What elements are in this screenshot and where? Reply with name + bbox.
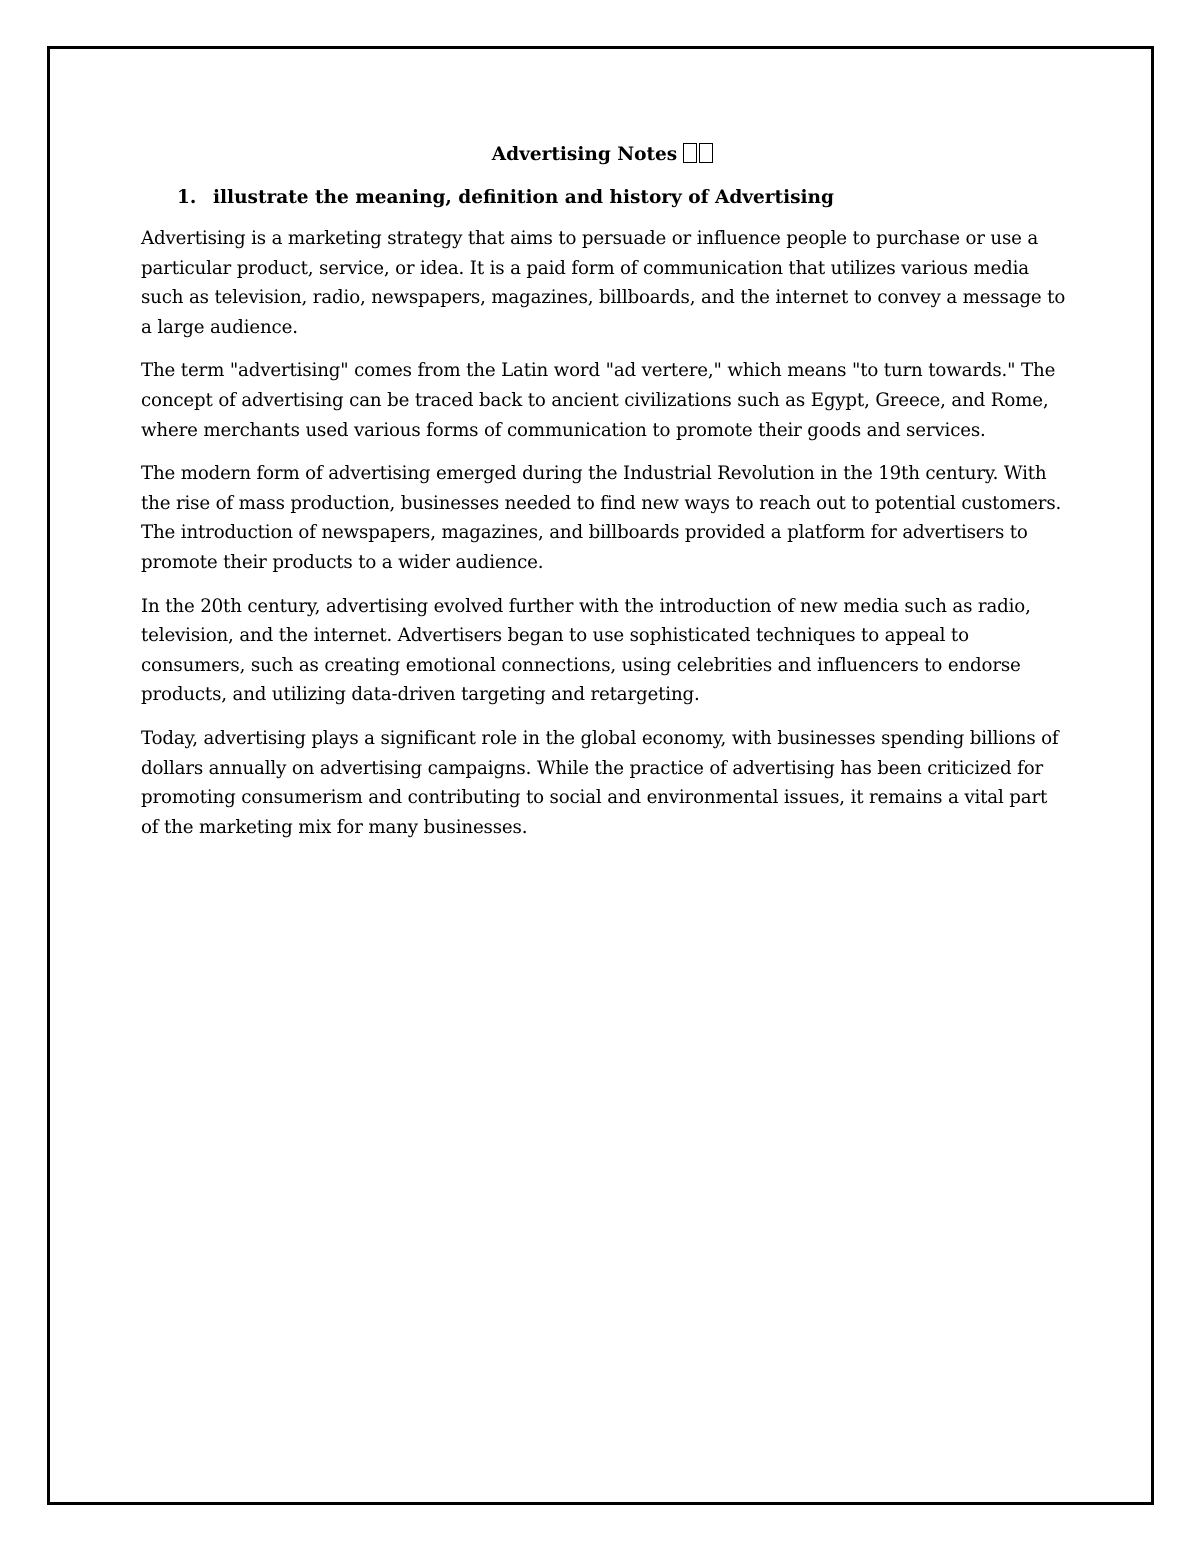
section-heading-text: illustrate the meaning, definition and history of Advertising: [213, 187, 834, 208]
paragraph-today: Today, advertising plays a significant role in the global economy, with businesses spending billions of dollars annually on advertising campaigns. While the practice of advertising has been criticized for promoting consumerism and contributing to social and environmental issues, it remains a vital part of the marketing mix for many businesses.: [141, 727, 1059, 838]
section-heading: [141, 184, 1066, 212]
paragraph-etymology: The term "advertising" comes from the Latin word "ad vertere," which means "to turn towards." The concept of advertising can be traced back to ancient civilizations such as Egypt, Greece, and Rome, where merchants used various forms of communication to promote their goods and services.: [141, 360, 1056, 441]
missing-glyph-icon: [683, 140, 715, 170]
document-title-text: Advertising Notes: [491, 144, 678, 165]
paragraph-20th-century: In the 20th century, advertising evolved further with the introduction of new media such as radio, television, and the internet. Advertisers began to use sophisticated techniques to appeal to consumers, such as creating emotional connections, using celebrities and influencers to endorse products, and utilizing data-driven targeting and retargeting.: [141, 595, 1031, 706]
paragraph-meaning: Advertising is a marketing strategy that aims to persuade or influence people to purchase or use a particular product, service, or idea. It is a paid form of communication that utilizes various media such as television, radio, newspapers, magazines, billboards, and the internet to convey a message to a large audience.: [141, 228, 1066, 338]
section-number: 1.: [177, 187, 197, 208]
paragraph-modern-form: The modern form of advertising emerged during the Industrial Revolution in the 19th century. With the rise of mass production, businesses needed to find new ways to reach out to potential customers. The introduction of newspapers, magazines, and billboards provided a platform for advertisers to promote their products to a wider audience.: [141, 463, 1062, 573]
document-title: [141, 140, 1066, 170]
document-body: [141, 140, 1066, 856]
